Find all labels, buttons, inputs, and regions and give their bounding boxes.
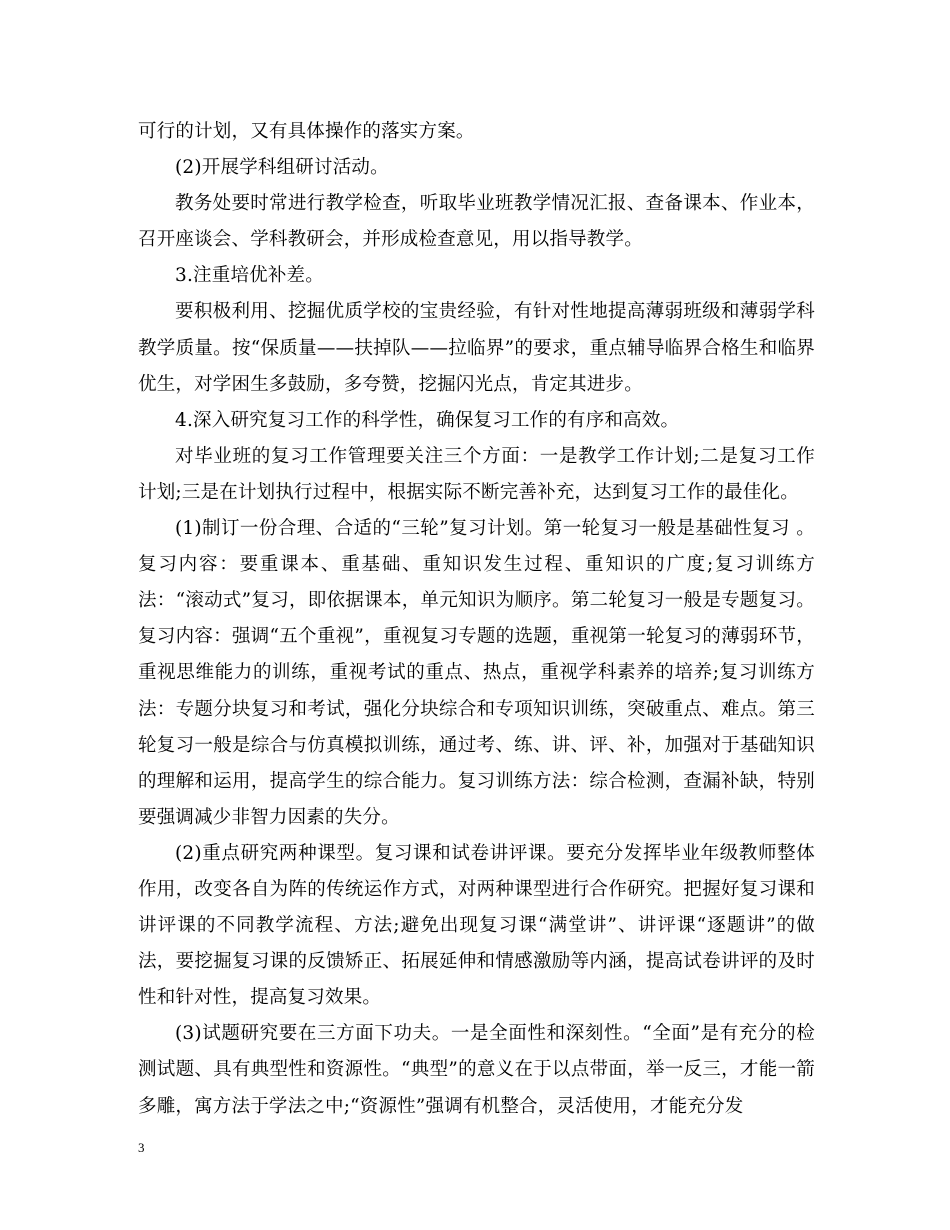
- paragraph-4: 3.注重培优补差。: [175, 265, 324, 287]
- paragraph-3: 教务处要时常进行教学检查，听取毕业班教学情况汇报、查备课本、作业本，召开座谈会、学科教研会，并形成检查意见，用以指导教学。: [138, 193, 815, 251]
- paragraph-10: (3)试题研究要在三方面下功夫。一是全面性和深刻性。“全面”是有充分的检测试题、具有典型性和资源性。“典型”的意义在于以点带面，举一反三，才能一箭多雕，寓方法于学法之中;“资源性”强调有机整合，灵活使用，才能充分发: [138, 1023, 815, 1117]
- paragraph-5: 要积极利用、挖掘优质学校的宝贵经验，有针对性地提高薄弱班级和薄弱学科教学质量。按“保质量——扶掉队——拉临界”的要求，重点辅导临界合格生和临界优生，对学困生多鼓励，多夸赞，挖掘闪光点，肯定其进步。: [138, 301, 815, 395]
- page-number: 3: [138, 1140, 145, 1155]
- paragraph-7: 对毕业班的复习工作管理要关注三个方面：一是教学工作计划;二是复习工作计划;三是在计划执行过程中，根据实际不断完善补充，达到复习工作的最佳化。: [138, 445, 815, 503]
- paragraph-1: 可行的计划，又有具体操作的落实方案。: [138, 121, 475, 142]
- paragraph-8: (1)制订一份合理、合适的“三轮”复习计划。第一轮复习一般是基础性复习 。复习内容：要重课本、重基础、重知识发生过程、重知识的广度;复习训练方法：“滚动式”复习，即依据课本，单元知识为顺序。第二轮复习一般是专题复习。复习内容：强调“五个重视”，重视复习专题的选题，重视第一轮复习的薄弱环节，重视思维能力的训练，重视考试的重点、热点，重视学科素养的培养;复习训练方法：专题分块复习和考试，强化分块综合和专项知识训练，突破重点、难点。第三轮复习一般是综合与仿真模拟训练，通过考、练、讲、评、补，加强对于基础知识的理解和运用，提高学生的综合能力。复习训练方法：综合检测，查漏补缺，特别要强调减少非智力因素的失分。: [138, 518, 815, 828]
- paragraph-2: (2)开展学科组研讨活动。: [175, 157, 389, 179]
- paragraph-9: (2)重点研究两种课型。复习课和试卷讲评课。要充分发挥毕业年级教师整体作用，改变各自为阵的传统运作方式，对两种课型进行合作研究。把握好复习课和讲评课的不同教学流程、方法;避免出现复习课“满堂讲”、讲评课“逐题讲”的做法，要挖掘复习课的反馈矫正、拓展延伸和情感激励等内涵，提高试卷讲评的及时性和针对性，提高复习效果。: [138, 842, 815, 1009]
- document-body: [138, 114, 815, 1125]
- paragraph-6: 4.深入研究复习工作的科学性，确保复习工作的有序和高效。: [175, 409, 680, 431]
